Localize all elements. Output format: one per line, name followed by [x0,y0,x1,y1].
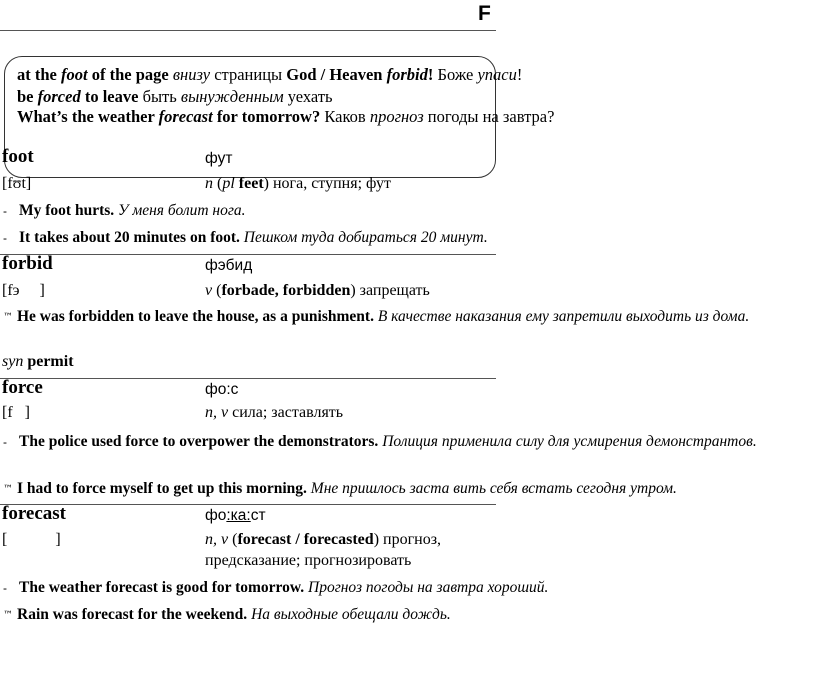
example-ru: Пешком туда добираться 20 минут. [239,229,488,246]
example [3,201,246,221]
example-en: I had to force myself to get up this morning. [17,480,307,497]
definition-text: прогноз, [379,531,442,548]
phrase-translation: Боже [433,65,478,84]
example [3,432,803,452]
pronunciation: [fэ ] [2,282,45,299]
part-of-speech: n, v [205,531,229,548]
transliteration-text: ст [250,507,266,524]
phrase-translation: страницы [210,65,287,84]
phrase-keyword: forecast [158,107,213,126]
punct: ( [212,282,222,299]
example-en: He was forbidden to leave the house, as a punishment. [17,308,374,325]
phrase-line [17,86,333,107]
pronunciation: [ ] [2,531,61,548]
phrase-line [17,64,522,85]
headword-forbid: forbid [2,253,53,274]
transliteration: фут [205,150,233,167]
bullet-marker: ™ [3,610,13,621]
punct: ) [350,282,356,299]
example [3,228,488,248]
phrase-keyword: forced [37,87,81,106]
word-form: feet [234,175,264,192]
punct: ) [373,531,380,548]
example-en: Rain was forecast for the weekend. [17,606,248,623]
synonym-label: syn [2,353,24,370]
punct: ) [263,175,269,192]
word-form: forecast / forecasted [237,531,374,548]
stress-mark: д [243,257,253,274]
example-en: My foot hurts. [19,202,115,219]
definition [205,404,343,422]
definition [205,282,430,300]
header-rule [0,30,496,31]
definition [205,175,391,193]
synonym [2,353,74,371]
entry-divider [0,254,496,255]
bullet-marker: ‐ [3,435,7,449]
example-en: The weather forecast is good for tomorrow. [19,579,305,596]
definition-text: сила; заставлять [228,404,344,421]
bullet-marker: ‐ [3,204,7,218]
phrase-text: be [17,87,38,106]
phrase-text: to leave [80,87,143,106]
phrase-translation: ! [516,65,523,84]
pronunciation: [fʊt] [2,175,32,192]
entry-divider [0,504,496,505]
transliteration [205,257,252,275]
example [3,605,451,626]
phrase-keyword: forbid [386,65,428,84]
part-of-speech: n [205,175,213,192]
phrase-translation: быть [142,87,181,106]
definition-text: запрещать [355,282,430,299]
headword-force: force [2,377,43,398]
transliteration-text: фо [205,507,227,524]
punct: ( [228,531,238,548]
phrase-translation: вынужденным [180,87,284,106]
phrase-translation: уехать [283,87,333,106]
phrase-text: God / Heaven [286,65,387,84]
bullet-marker: ‐ [3,581,7,595]
part-of-speech: v [205,282,213,299]
phrase-translation: упаси [477,65,517,84]
entry-divider [0,378,496,379]
example-en: The police used force to overpower the demonstrators. [19,433,379,450]
phrase-keyword: foot [61,65,88,84]
transliteration: фо:с [205,381,239,398]
phrase-translation: внизу [172,65,211,84]
phrase-text: ? [311,107,321,126]
example [3,307,803,328]
definition-text: нога, ступня; фут [268,175,391,192]
transliteration [205,507,266,525]
example-ru: На выходные обещали дождь. [247,606,451,623]
plural-label: pl [222,175,235,192]
example-ru: У меня болит нога. [114,202,246,219]
definition-continued: предсказание; прогнозировать [205,552,412,569]
pronunciation: [f ] [2,404,30,421]
synonym-word: permit [23,353,74,370]
example-ru: Мне пришлось заста вить себя встать сегодня утром. [306,480,677,497]
punct: ( [213,175,223,192]
headword-foot: foot [2,146,34,167]
transliteration-text: фэби [205,257,244,274]
example-ru: Полиция применила силу для усмирения демонстрантов. [378,433,757,450]
example-en: It takes about 20 minutes on foot. [19,229,240,246]
phrase-line [17,106,554,127]
bullet-marker: ™ [3,484,13,495]
example-ru: Прогноз погоды на завтра хороший. [304,579,549,596]
page-letter: F [478,2,491,25]
headword-forecast: forecast [2,503,67,524]
phrase-translation: прогноз [369,107,424,126]
example [3,578,548,598]
stress-mark: :ка: [226,507,251,524]
bullet-marker: ™ [3,312,13,323]
bullet-marker: ‐ [3,231,7,245]
phrase-translation: Каков [320,107,370,126]
definition [205,531,441,549]
example [3,479,677,500]
part-of-speech: n, v [205,404,229,421]
phrase-text: at the [17,65,61,84]
phrase-text: of the page [87,65,173,84]
phrase-text: for tomorrow [212,107,312,126]
phrase-text: ! [427,65,434,84]
word-form: forbade, forbidden [221,282,351,299]
phrase-text: What’s the weather [17,107,159,126]
phrase-translation: погоды на завтра? [423,107,555,126]
example-ru: В качестве наказания ему запретили выходить из дома. [373,308,750,325]
